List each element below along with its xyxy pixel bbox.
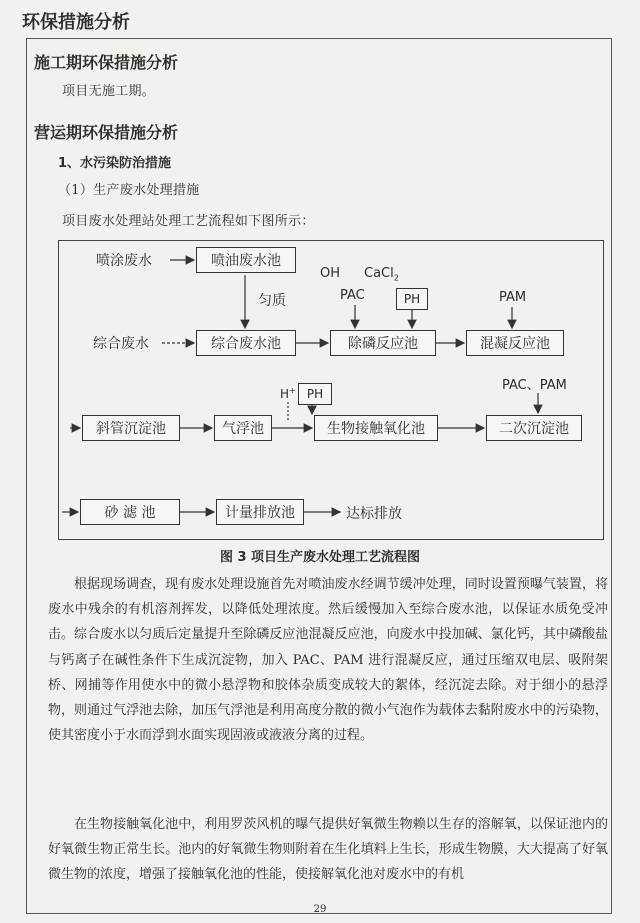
page-number: 29 [313,904,327,915]
flow-chem-cacl: CaCl$_2$ [364,266,399,283]
operation-heading: 营运期环保措施分析 [34,123,179,142]
flow-box-flotation: 气浮池 [214,415,272,441]
figure-caption: 图 3 项目生产废水处理工艺流程图 [219,550,421,565]
section-title: 环保措施分析 [22,12,130,33]
flow-intro: 项目废水处理站处理工艺流程如下图所示： [62,214,315,229]
construction-text: 项目无施工期。 [62,84,156,99]
flow-label-equalize: 匀质 [258,293,286,309]
flow-box-bio: 生物接触氧化池 [314,415,438,441]
flow-chem-h: H+ [280,386,296,401]
flow-chem-pac: PAC [340,288,365,303]
construction-heading: 施工期环保措施分析 [34,53,179,72]
flow-box-coag: 混凝反应池 [466,330,564,356]
paragraph-2: 在生物接触氧化池中，利用罗茨风机的曝气提供好氧微生物赖以生存的溶解氧，以保证池内的好氧微生物正常生长。池内的好氧微生物则附着在生化填料上生长，形成生物膜，大大提高了好氧微生物的浓度，增强了接触氧化池的性能，使接解氧化池对废水中的有机 [48,817,608,883]
flow-chem-pac-pam: PAC、PAM [502,378,567,393]
flow-box-incline: 斜管沉淀池 [82,415,180,441]
flow-source-spray: 喷涂废水 [96,253,152,269]
flow-box-spray-oil: 喷油废水池 [196,247,296,273]
flow-box-meter: 计量排放池 [216,499,304,525]
paragraph-1: 根据现场调查，现有废水处理设施首先对喷油废水经调节缓冲处理，同时设置预曝气装置，将废水中残余的有机溶剂挥发，以降低处理浓度。然后缓慢加入至综合废水池，以保证水质免受冲击。综合废水以匀质后定量提升至除磷反应池混凝反应池，向废水中投加碱、氯化钙，其中磷酸盐与钙离子在碱性条件下生成沉淀物，加入 PAC、PAM 进行混凝反应，通过压缩双电层、吸附架桥、网捕等作用使水中的微小悬浮物和胶体杂质变成较大的絮体，经沉淀去除。对于细小的悬浮物，则通过气浮池去除，加压气浮池是利用高度分散的微小气泡作为载体去黏附废水中的污染物，使其密度小于水而浮到水面实现固液或液液分离的过程。 [48,577,608,744]
flow-box-dephos: 除磷反应池 [330,330,436,356]
flow-box-secondary: 二次沉淀池 [486,415,582,441]
flow-label-discharge: 达标排放 [346,506,402,522]
flow-box-sand: 砂 滤 池 [80,499,180,525]
flow-box-integrated: 综合废水池 [196,330,296,356]
flow-chem-pam: PAM [499,290,527,305]
flow-box-ph1: PH [396,288,428,310]
flow-chem-oh: OH [320,266,341,281]
wastewater-subheading: （1）生产废水处理措施 [58,183,200,198]
water-pollution-heading: 1、水污染防治措施 [58,156,172,171]
flow-source-integrated: 综合废水 [93,336,149,352]
flow-box-ph2: PH [298,383,332,405]
